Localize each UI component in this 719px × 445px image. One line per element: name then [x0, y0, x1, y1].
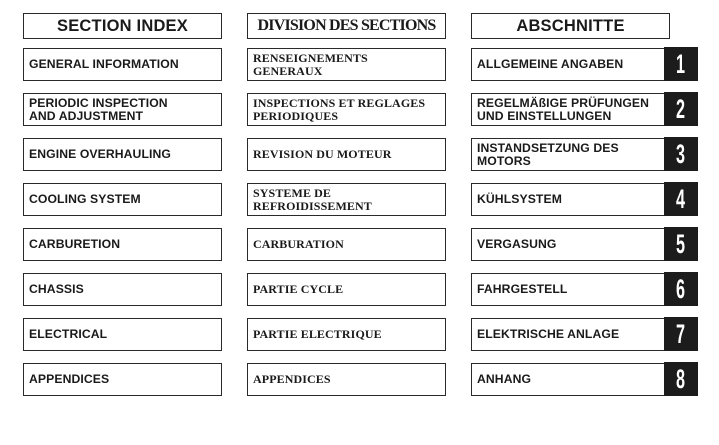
- section-6-german-cell[interactable]: [471, 273, 670, 306]
- section-6-english-label: CHASSIS: [29, 282, 84, 296]
- division-des-sections-title: DIVISION DES SECTIONS: [257, 17, 436, 34]
- section-4-french-label: SYSTEME DE REFROIDISSEMENT: [253, 185, 372, 213]
- section-7-tab-number[interactable]: [664, 317, 698, 351]
- section-3-tab-number[interactable]: [664, 137, 698, 171]
- section-5-german-label: VERGASUNG: [477, 237, 557, 251]
- section-6-english-cell[interactable]: [23, 273, 222, 306]
- section-5-tab-digit: 5: [676, 228, 686, 259]
- section-7-english-cell[interactable]: [23, 318, 222, 351]
- abschnitte-title: ABSCHNITTE: [516, 16, 625, 35]
- section-8-german-cell[interactable]: [471, 363, 670, 396]
- section-5-french-label: CARBURATION: [253, 237, 344, 251]
- section-4-english-cell[interactable]: [23, 183, 222, 216]
- section-5-english-label: CARBURETION: [29, 237, 121, 251]
- section-1-german-cell[interactable]: [471, 48, 670, 81]
- section-5-german-cell[interactable]: [471, 228, 670, 261]
- division-des-sections-header: [247, 13, 446, 39]
- section-6-tab-number[interactable]: [664, 272, 698, 306]
- section-3-german-label: INSTANDSETZUNG DES MOTORS: [477, 140, 619, 168]
- section-1-english-cell[interactable]: [23, 48, 222, 81]
- section-6-tab-digit: 6: [676, 273, 686, 304]
- section-2-english-cell[interactable]: [23, 93, 222, 126]
- section-3-english-label: ENGINE OVERHAULING: [29, 147, 171, 161]
- section-1-french-label: RENSEIGNEMENTS GENERAUX: [253, 50, 368, 78]
- section-2-german-label: REGELMÄßIGE PRÜFUNGEN UND EINSTELLUNGEN: [477, 95, 650, 123]
- section-8-german-label: ANHANG: [477, 372, 532, 386]
- section-8-french-label: APPENDICES: [253, 372, 331, 386]
- section-4-german-label: KÜHLSYSTEM: [477, 192, 562, 206]
- section-2-german-cell[interactable]: [471, 93, 670, 126]
- section-7-tab-digit: 7: [676, 318, 686, 349]
- section-4-french-cell[interactable]: [247, 183, 446, 216]
- section-5-tab-number[interactable]: [664, 227, 698, 261]
- section-3-french-cell[interactable]: [247, 138, 446, 171]
- section-8-english-cell[interactable]: [23, 363, 222, 396]
- section-6-german-label: FAHRGESTELL: [477, 282, 568, 296]
- section-2-english-label: PERIODIC INSPECTION AND ADJUSTMENT: [29, 95, 168, 123]
- section-1-english-label: GENERAL INFORMATION: [29, 57, 179, 71]
- section-8-tab-digit: 8: [676, 363, 686, 394]
- section-4-tab-number[interactable]: [664, 182, 698, 216]
- section-6-french-label: PARTIE CYCLE: [253, 282, 344, 296]
- section-2-tab-digit: 2: [676, 93, 686, 124]
- section-6-french-cell[interactable]: [247, 273, 446, 306]
- section-2-french-cell[interactable]: [247, 93, 446, 126]
- section-4-german-cell[interactable]: [471, 183, 670, 216]
- section-index-title: SECTION INDEX: [57, 16, 188, 35]
- section-7-english-label: ELECTRICAL: [29, 327, 108, 341]
- section-1-german-label: ALLGEMEINE ANGABEN: [477, 57, 624, 71]
- section-7-german-cell[interactable]: [471, 318, 670, 351]
- section-5-english-cell[interactable]: [23, 228, 222, 261]
- section-index-header: [23, 13, 222, 39]
- section-3-french-label: REVISION DU MOTEUR: [253, 147, 392, 161]
- section-2-french-label: INSPECTIONS ET REGLAGES PERIODIQUES: [253, 95, 426, 123]
- section-7-french-label: PARTIE ELECTRIQUE: [253, 327, 382, 341]
- section-3-german-cell[interactable]: [471, 138, 670, 171]
- section-5-french-cell[interactable]: [247, 228, 446, 261]
- section-7-german-label: ELEKTRISCHE ANLAGE: [477, 327, 620, 341]
- section-8-french-cell[interactable]: [247, 363, 446, 396]
- abschnitte-header: [471, 13, 670, 39]
- section-4-english-label: COOLING SYSTEM: [29, 192, 141, 206]
- section-3-tab-digit: 3: [676, 138, 686, 169]
- section-8-english-label: APPENDICES: [29, 372, 110, 386]
- section-2-tab-number[interactable]: [664, 92, 698, 126]
- section-1-tab-digit: 1: [676, 48, 686, 79]
- section-4-tab-digit: 4: [676, 183, 686, 214]
- section-1-tab-number[interactable]: [664, 47, 698, 81]
- section-3-english-cell[interactable]: [23, 138, 222, 171]
- section-8-tab-number[interactable]: [664, 362, 698, 396]
- section-1-french-cell[interactable]: [247, 48, 446, 81]
- section-7-french-cell[interactable]: [247, 318, 446, 351]
